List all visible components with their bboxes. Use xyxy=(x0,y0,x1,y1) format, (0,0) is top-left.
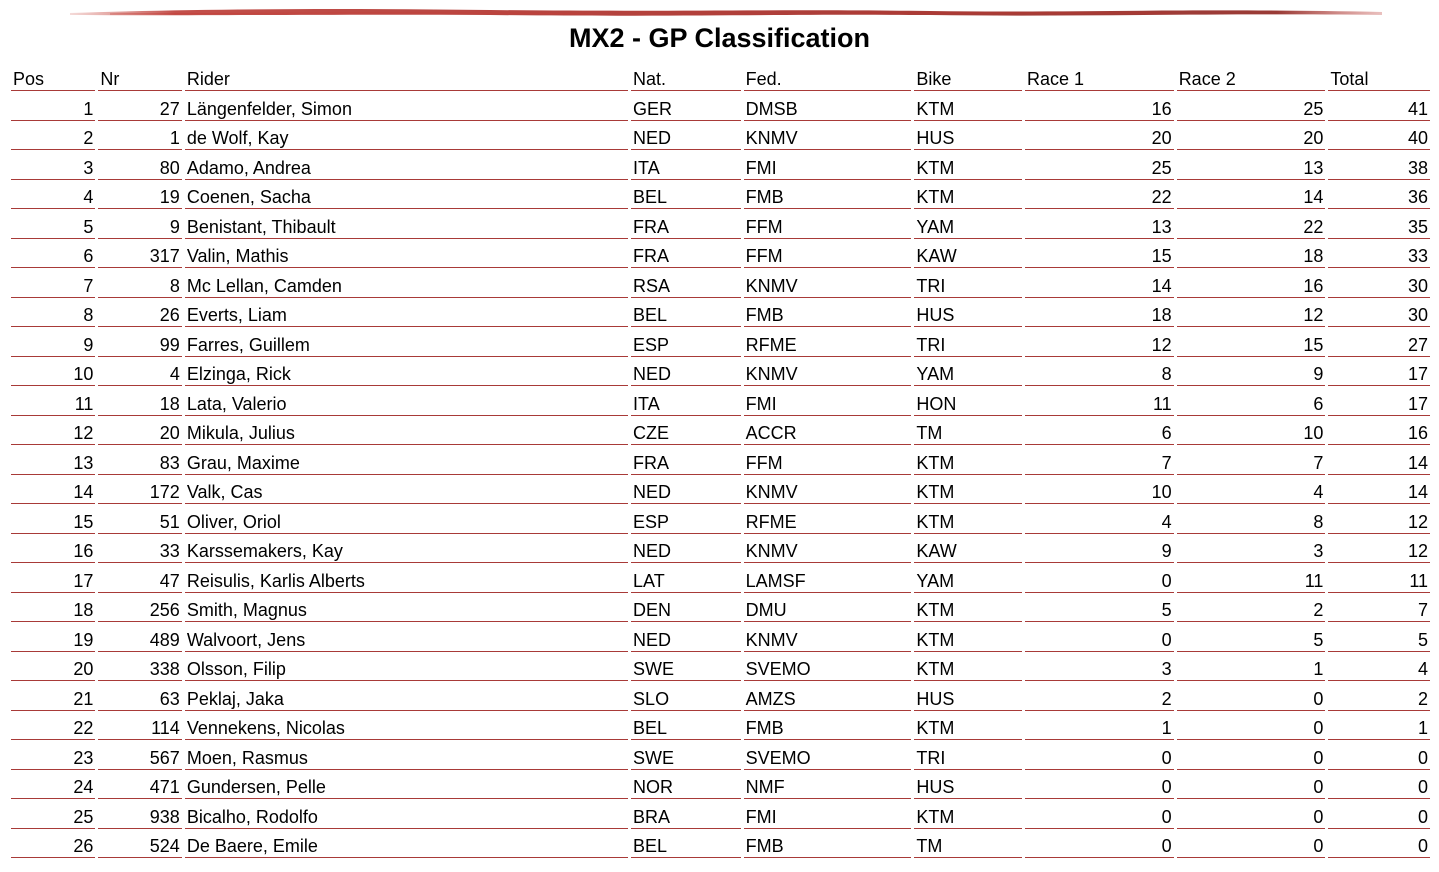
cell-rider: Längenfelder, Simon xyxy=(185,91,628,121)
column-header-rider: Rider xyxy=(185,62,628,91)
cell-bike: YAM xyxy=(914,209,1022,239)
cell-rider: Bicalho, Rodolfo xyxy=(185,799,628,829)
cell-bike: HUS xyxy=(914,298,1022,328)
cell-fed: FMB xyxy=(744,711,912,741)
cell-rider: Gundersen, Pelle xyxy=(185,770,628,800)
cell-rider: Smith, Magnus xyxy=(185,593,628,623)
cell-bike: KTM xyxy=(914,91,1022,121)
cell-pos: 15 xyxy=(11,504,95,534)
cell-fed: FFM xyxy=(744,209,912,239)
cell-bike: TM xyxy=(914,829,1022,859)
cell-nat: FRA xyxy=(631,239,741,269)
cell-nat: SLO xyxy=(631,681,741,711)
cell-nr: 33 xyxy=(98,534,181,564)
cell-race2: 9 xyxy=(1177,357,1326,387)
cell-pos: 4 xyxy=(11,180,95,210)
cell-fed: DMU xyxy=(744,593,912,623)
cell-race1: 7 xyxy=(1025,445,1174,475)
cell-nr: 80 xyxy=(98,150,181,180)
table-row xyxy=(11,711,1430,741)
cell-race2: 3 xyxy=(1177,534,1326,564)
cell-rider: Valk, Cas xyxy=(185,475,628,505)
cell-fed: RFME xyxy=(744,327,912,357)
cell-total: 11 xyxy=(1328,563,1430,593)
cell-pos: 2 xyxy=(11,121,95,151)
cell-total: 17 xyxy=(1328,386,1430,416)
table-row xyxy=(11,327,1430,357)
cell-rider: Olsson, Filip xyxy=(185,652,628,682)
cell-rider: Grau, Maxime xyxy=(185,445,628,475)
cell-pos: 16 xyxy=(11,534,95,564)
table-row xyxy=(11,416,1430,446)
cell-nr: 172 xyxy=(98,475,181,505)
cell-total: 35 xyxy=(1328,209,1430,239)
cell-nr: 256 xyxy=(98,593,181,623)
cell-rider: Elzinga, Rick xyxy=(185,357,628,387)
cell-nr: 338 xyxy=(98,652,181,682)
cell-total: 0 xyxy=(1328,799,1430,829)
cell-total: 33 xyxy=(1328,239,1430,269)
cell-total: 4 xyxy=(1328,652,1430,682)
cell-total: 1 xyxy=(1328,711,1430,741)
cell-race1: 6 xyxy=(1025,416,1174,446)
cell-rider: de Wolf, Kay xyxy=(185,121,628,151)
cell-bike: TRI xyxy=(914,268,1022,298)
cell-race1: 3 xyxy=(1025,652,1174,682)
cell-fed: FFM xyxy=(744,239,912,269)
cell-race2: 15 xyxy=(1177,327,1326,357)
cell-race1: 0 xyxy=(1025,622,1174,652)
cell-fed: KNMV xyxy=(744,622,912,652)
cell-total: 27 xyxy=(1328,327,1430,357)
cell-race1: 9 xyxy=(1025,534,1174,564)
cell-bike: KTM xyxy=(914,475,1022,505)
table-row xyxy=(11,239,1430,269)
cell-bike: KTM xyxy=(914,445,1022,475)
cell-pos: 11 xyxy=(11,386,95,416)
cell-fed: DMSB xyxy=(744,91,912,121)
cell-bike: YAM xyxy=(914,357,1022,387)
table-row xyxy=(11,593,1430,623)
cell-rider: Mikula, Julius xyxy=(185,416,628,446)
table-row xyxy=(11,121,1430,151)
cell-nat: ITA xyxy=(631,386,741,416)
cell-race1: 0 xyxy=(1025,740,1174,770)
cell-nat: FRA xyxy=(631,445,741,475)
cell-nat: ESP xyxy=(631,327,741,357)
cell-total: 30 xyxy=(1328,298,1430,328)
cell-pos: 17 xyxy=(11,563,95,593)
cell-fed: KNMV xyxy=(744,475,912,505)
cell-fed: FFM xyxy=(744,445,912,475)
cell-nr: 4 xyxy=(98,357,181,387)
cell-fed: AMZS xyxy=(744,681,912,711)
cell-bike: KTM xyxy=(914,799,1022,829)
cell-total: 0 xyxy=(1328,770,1430,800)
cell-nr: 19 xyxy=(98,180,181,210)
cell-fed: KNMV xyxy=(744,534,912,564)
cell-race2: 8 xyxy=(1177,504,1326,534)
cell-fed: KNMV xyxy=(744,268,912,298)
cell-rider: Valin, Mathis xyxy=(185,239,628,269)
column-header-pos: Pos xyxy=(11,62,95,91)
cell-race2: 0 xyxy=(1177,711,1326,741)
table-row xyxy=(11,770,1430,800)
cell-nr: 27 xyxy=(98,91,181,121)
cell-nr: 63 xyxy=(98,681,181,711)
cell-race1: 0 xyxy=(1025,829,1174,859)
cell-total: 41 xyxy=(1328,91,1430,121)
cell-nr: 317 xyxy=(98,239,181,269)
cell-race1: 25 xyxy=(1025,150,1174,180)
cell-nr: 489 xyxy=(98,622,181,652)
table-row xyxy=(11,652,1430,682)
cell-nr: 938 xyxy=(98,799,181,829)
cell-nr: 9 xyxy=(98,209,181,239)
cell-nr: 1 xyxy=(98,121,181,151)
cell-nat: NOR xyxy=(631,770,741,800)
cell-total: 38 xyxy=(1328,150,1430,180)
cell-bike: KTM xyxy=(914,150,1022,180)
cell-nat: NED xyxy=(631,357,741,387)
column-header-bike: Bike xyxy=(914,62,1022,91)
column-header-race2: Race 2 xyxy=(1177,62,1326,91)
cell-bike: KAW xyxy=(914,534,1022,564)
cell-pos: 13 xyxy=(11,445,95,475)
cell-rider: Farres, Guillem xyxy=(185,327,628,357)
cell-nat: BEL xyxy=(631,180,741,210)
cell-rider: Moen, Rasmus xyxy=(185,740,628,770)
cell-nr: 114 xyxy=(98,711,181,741)
column-header-total: Total xyxy=(1328,62,1430,91)
cell-race1: 13 xyxy=(1025,209,1174,239)
cell-fed: SVEMO xyxy=(744,652,912,682)
cell-total: 16 xyxy=(1328,416,1430,446)
cell-nat: BEL xyxy=(631,298,741,328)
cell-pos: 8 xyxy=(11,298,95,328)
cell-total: 12 xyxy=(1328,534,1430,564)
cell-rider: Vennekens, Nicolas xyxy=(185,711,628,741)
cell-pos: 3 xyxy=(11,150,95,180)
table-header-row xyxy=(11,62,1430,91)
cell-rider: De Baere, Emile xyxy=(185,829,628,859)
cell-pos: 26 xyxy=(11,829,95,859)
cell-bike: KTM xyxy=(914,504,1022,534)
column-header-nat: Nat. xyxy=(631,62,741,91)
cell-bike: KTM xyxy=(914,180,1022,210)
cell-fed: FMB xyxy=(744,180,912,210)
cell-nat: SWE xyxy=(631,740,741,770)
cell-total: 0 xyxy=(1328,829,1430,859)
cell-race1: 2 xyxy=(1025,681,1174,711)
cell-nat: BEL xyxy=(631,711,741,741)
cell-race2: 7 xyxy=(1177,445,1326,475)
cell-total: 17 xyxy=(1328,357,1430,387)
cell-nr: 20 xyxy=(98,416,181,446)
cell-race2: 25 xyxy=(1177,91,1326,121)
cell-nat: CZE xyxy=(631,416,741,446)
cell-race1: 8 xyxy=(1025,357,1174,387)
cell-race1: 16 xyxy=(1025,91,1174,121)
cell-race2: 0 xyxy=(1177,681,1326,711)
cell-fed: ACCR xyxy=(744,416,912,446)
cell-nr: 83 xyxy=(98,445,181,475)
cell-rider: Benistant, Thibault xyxy=(185,209,628,239)
cell-nat: BRA xyxy=(631,799,741,829)
cell-pos: 23 xyxy=(11,740,95,770)
cell-race1: 4 xyxy=(1025,504,1174,534)
cell-total: 2 xyxy=(1328,681,1430,711)
table-row xyxy=(11,504,1430,534)
cell-pos: 7 xyxy=(11,268,95,298)
table-row xyxy=(11,209,1430,239)
cell-race1: 0 xyxy=(1025,799,1174,829)
cell-nr: 8 xyxy=(98,268,181,298)
table-row xyxy=(11,386,1430,416)
cell-race1: 20 xyxy=(1025,121,1174,151)
cell-race2: 4 xyxy=(1177,475,1326,505)
cell-race2: 0 xyxy=(1177,740,1326,770)
cell-nr: 51 xyxy=(98,504,181,534)
table-row xyxy=(11,622,1430,652)
cell-race2: 0 xyxy=(1177,829,1326,859)
cell-race1: 15 xyxy=(1025,239,1174,269)
cell-race1: 22 xyxy=(1025,180,1174,210)
cell-nr: 26 xyxy=(98,298,181,328)
cell-fed: FMI xyxy=(744,150,912,180)
cell-bike: HUS xyxy=(914,121,1022,151)
cell-bike: YAM xyxy=(914,563,1022,593)
cell-pos: 6 xyxy=(11,239,95,269)
cell-nat: NED xyxy=(631,534,741,564)
table-row xyxy=(11,298,1430,328)
cell-pos: 10 xyxy=(11,357,95,387)
table-row xyxy=(11,180,1430,210)
cell-race1: 18 xyxy=(1025,298,1174,328)
cell-race1: 10 xyxy=(1025,475,1174,505)
table-row xyxy=(11,799,1430,829)
cell-race2: 6 xyxy=(1177,386,1326,416)
cell-bike: KTM xyxy=(914,622,1022,652)
cell-fed: KNMV xyxy=(744,357,912,387)
table-body xyxy=(11,91,1430,858)
cell-rider: Mc Lellan, Camden xyxy=(185,268,628,298)
cell-fed: FMB xyxy=(744,298,912,328)
table-row xyxy=(11,445,1430,475)
cell-rider: Karssemakers, Kay xyxy=(185,534,628,564)
table-row xyxy=(11,563,1430,593)
table-row xyxy=(11,740,1430,770)
cell-fed: RFME xyxy=(744,504,912,534)
column-header-race1: Race 1 xyxy=(1025,62,1174,91)
cell-nat: ESP xyxy=(631,504,741,534)
cell-bike: HUS xyxy=(914,770,1022,800)
cell-pos: 24 xyxy=(11,770,95,800)
cell-race1: 11 xyxy=(1025,386,1174,416)
table-row xyxy=(11,268,1430,298)
table-row xyxy=(11,534,1430,564)
cell-total: 36 xyxy=(1328,180,1430,210)
cell-nat: DEN xyxy=(631,593,741,623)
cell-fed: SVEMO xyxy=(744,740,912,770)
cell-fed: FMI xyxy=(744,799,912,829)
cell-total: 7 xyxy=(1328,593,1430,623)
cell-bike: HUS xyxy=(914,681,1022,711)
cell-race2: 5 xyxy=(1177,622,1326,652)
cell-rider: Lata, Valerio xyxy=(185,386,628,416)
table-row xyxy=(11,91,1430,121)
cell-bike: HON xyxy=(914,386,1022,416)
cell-nr: 524 xyxy=(98,829,181,859)
cell-fed: FMB xyxy=(744,829,912,859)
cell-rider: Reisulis, Karlis Alberts xyxy=(185,563,628,593)
cell-race2: 13 xyxy=(1177,150,1326,180)
cell-nat: ITA xyxy=(631,150,741,180)
cell-pos: 22 xyxy=(11,711,95,741)
cell-race2: 10 xyxy=(1177,416,1326,446)
cell-bike: TRI xyxy=(914,327,1022,357)
classification-table xyxy=(8,62,1433,858)
cell-rider: Adamo, Andrea xyxy=(185,150,628,180)
cell-fed: LAMSF xyxy=(744,563,912,593)
column-header-fed: Fed. xyxy=(744,62,912,91)
cell-total: 40 xyxy=(1328,121,1430,151)
cell-total: 12 xyxy=(1328,504,1430,534)
cell-nr: 471 xyxy=(98,770,181,800)
cell-rider: Everts, Liam xyxy=(185,298,628,328)
cell-nr: 99 xyxy=(98,327,181,357)
header-brush-stroke xyxy=(70,4,1382,22)
cell-pos: 12 xyxy=(11,416,95,446)
cell-nat: NED xyxy=(631,121,741,151)
table-row xyxy=(11,829,1430,859)
cell-race2: 20 xyxy=(1177,121,1326,151)
column-header-nr: Nr xyxy=(98,62,181,91)
cell-rider: Oliver, Oriol xyxy=(185,504,628,534)
cell-bike: KTM xyxy=(914,711,1022,741)
cell-race2: 12 xyxy=(1177,298,1326,328)
page-title: MX2 - GP Classification xyxy=(568,23,871,53)
cell-fed: KNMV xyxy=(744,121,912,151)
cell-pos: 25 xyxy=(11,799,95,829)
cell-total: 0 xyxy=(1328,740,1430,770)
cell-nat: LAT xyxy=(631,563,741,593)
cell-nat: SWE xyxy=(631,652,741,682)
cell-rider: Coenen, Sacha xyxy=(185,180,628,210)
cell-pos: 1 xyxy=(11,91,95,121)
cell-bike: KTM xyxy=(914,593,1022,623)
cell-total: 14 xyxy=(1328,475,1430,505)
cell-pos: 18 xyxy=(11,593,95,623)
cell-nr: 47 xyxy=(98,563,181,593)
cell-total: 14 xyxy=(1328,445,1430,475)
cell-pos: 9 xyxy=(11,327,95,357)
cell-nat: RSA xyxy=(631,268,741,298)
cell-bike: TRI xyxy=(914,740,1022,770)
cell-bike: TM xyxy=(914,416,1022,446)
cell-race1: 12 xyxy=(1025,327,1174,357)
cell-nat: NED xyxy=(631,475,741,505)
cell-bike: KTM xyxy=(914,652,1022,682)
cell-race1: 5 xyxy=(1025,593,1174,623)
cell-nr: 18 xyxy=(98,386,181,416)
table-row xyxy=(11,475,1430,505)
cell-race2: 1 xyxy=(1177,652,1326,682)
cell-race1: 0 xyxy=(1025,563,1174,593)
cell-race2: 14 xyxy=(1177,180,1326,210)
cell-race1: 14 xyxy=(1025,268,1174,298)
cell-total: 5 xyxy=(1328,622,1430,652)
cell-nat: NED xyxy=(631,622,741,652)
table-row xyxy=(11,150,1430,180)
cell-bike: KAW xyxy=(914,239,1022,269)
cell-fed: NMF xyxy=(744,770,912,800)
cell-race1: 1 xyxy=(1025,711,1174,741)
cell-race1: 0 xyxy=(1025,770,1174,800)
cell-total: 30 xyxy=(1328,268,1430,298)
cell-nat: FRA xyxy=(631,209,741,239)
cell-nat: GER xyxy=(631,91,741,121)
cell-pos: 21 xyxy=(11,681,95,711)
cell-fed: FMI xyxy=(744,386,912,416)
cell-race2: 2 xyxy=(1177,593,1326,623)
table-row xyxy=(11,357,1430,387)
cell-rider: Peklaj, Jaka xyxy=(185,681,628,711)
cell-pos: 20 xyxy=(11,652,95,682)
cell-race2: 22 xyxy=(1177,209,1326,239)
cell-race2: 11 xyxy=(1177,563,1326,593)
table-row xyxy=(11,681,1430,711)
cell-rider: Walvoort, Jens xyxy=(185,622,628,652)
cell-nat: BEL xyxy=(631,829,741,859)
cell-race2: 0 xyxy=(1177,799,1326,829)
cell-pos: 19 xyxy=(11,622,95,652)
cell-nr: 567 xyxy=(98,740,181,770)
cell-race2: 18 xyxy=(1177,239,1326,269)
cell-race2: 16 xyxy=(1177,268,1326,298)
cell-race2: 0 xyxy=(1177,770,1326,800)
cell-pos: 14 xyxy=(11,475,95,505)
cell-pos: 5 xyxy=(11,209,95,239)
